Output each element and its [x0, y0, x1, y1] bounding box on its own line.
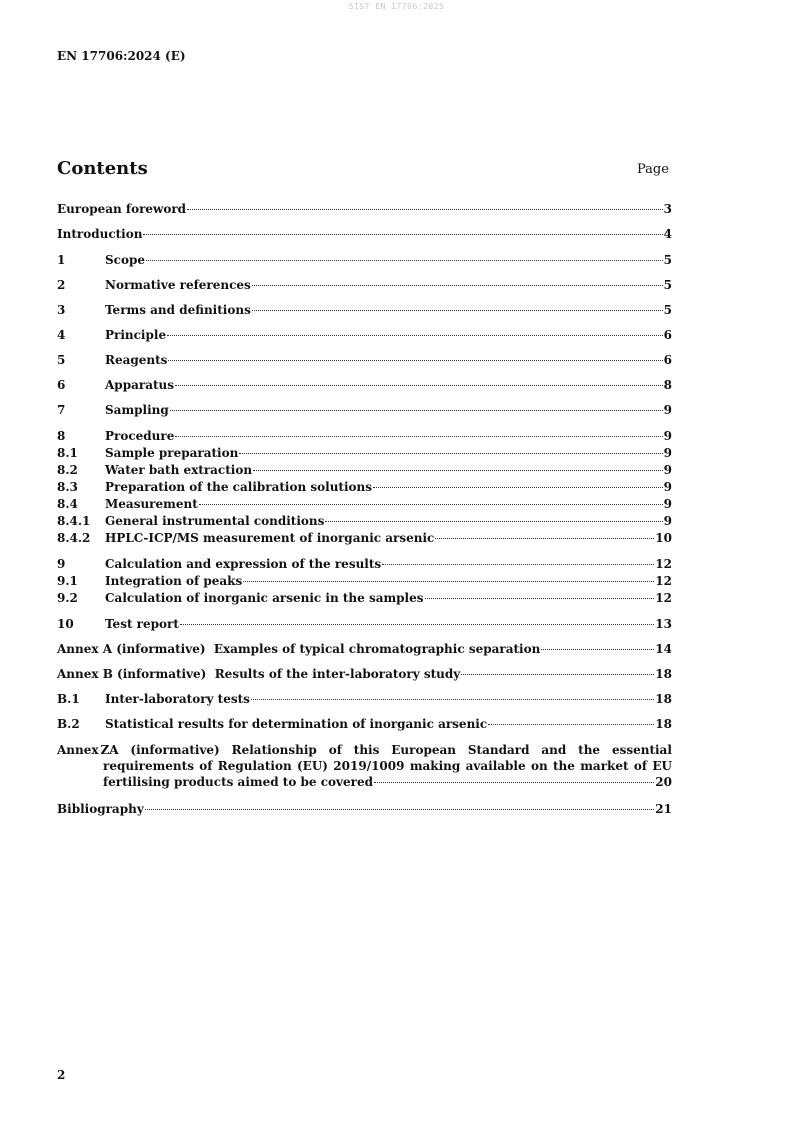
toc-entry[interactable] — [57, 352, 672, 368]
toc-entry-number: 8.3 — [57, 480, 78, 494]
toc-entry[interactable] — [57, 590, 672, 606]
toc-entry-title: European foreword — [57, 202, 187, 216]
toc-entry-title: Bibliography — [57, 802, 144, 816]
toc-entry-page: 18 — [655, 717, 672, 731]
toc-entry-title: fertilising products aimed to be covered — [103, 775, 373, 789]
toc-entry-page: 14 — [655, 642, 672, 656]
word: 2019/1009 — [333, 759, 405, 773]
toc-entry-page: 21 — [655, 802, 672, 816]
toc-entry[interactable] — [57, 201, 672, 217]
toc-entry-page: 9 — [663, 446, 672, 460]
leader-dots — [168, 360, 662, 361]
toc-entry-title: Sampling — [105, 403, 169, 417]
word: the — [553, 759, 575, 773]
toc-entry-number: 8.4 — [57, 497, 78, 511]
annex-za-line-3 — [57, 774, 672, 790]
toc-entry-page: 8 — [663, 378, 672, 392]
toc-entry-title: Water bath extraction — [105, 463, 253, 477]
toc-entry-title: Test report — [105, 617, 179, 631]
word: available — [465, 759, 526, 773]
contents-title: Contents — [57, 158, 148, 179]
toc-entry[interactable] — [57, 530, 672, 546]
leader-dots — [252, 285, 663, 286]
toc-entry[interactable] — [57, 428, 672, 444]
leader-dots — [175, 385, 663, 386]
toc-entry[interactable] — [57, 252, 672, 268]
toc-entry-page: 5 — [663, 303, 672, 317]
leader-dots — [252, 310, 663, 311]
watermark: SIST EN 17706:2025 — [348, 2, 445, 11]
leader-dots — [374, 782, 654, 783]
toc-entry-title: Calculation and expression of the results — [105, 557, 382, 571]
toc-entry[interactable] — [57, 327, 672, 343]
word: Annex — [57, 743, 99, 757]
toc-entry-title: Inter-laboratory tests — [105, 692, 250, 706]
toc-entry-title: Introduction — [57, 227, 143, 241]
toc-entry-title: Terms and definitions — [105, 303, 251, 317]
word: (informative) — [130, 743, 220, 757]
toc-entry-page: 9 — [663, 514, 672, 528]
toc-entry-page: 9 — [663, 497, 672, 511]
toc-entry-title: Measurement — [105, 497, 198, 511]
toc-entry-page: 12 — [655, 591, 672, 605]
leader-dots — [373, 487, 663, 488]
leader-dots — [187, 209, 663, 210]
word: of — [633, 759, 648, 773]
toc-entry-page: 18 — [655, 667, 672, 681]
toc-entry-title: Annex A (informative) Examples of typical chromatographic separation — [57, 642, 541, 656]
toc-entry[interactable] — [57, 302, 672, 318]
toc-entry[interactable] — [57, 691, 672, 707]
toc-entry-page: 9 — [663, 403, 672, 417]
toc-entry-page: 9 — [663, 429, 672, 443]
toc-entry-page: 20 — [655, 775, 672, 789]
word: the — [578, 743, 601, 757]
word: on — [530, 759, 548, 773]
page-number: 2 — [57, 1068, 66, 1082]
toc-entry-number: 4 — [57, 328, 66, 342]
word: EU — [652, 759, 672, 773]
toc-entry-number: 8.1 — [57, 446, 78, 460]
leader-dots — [253, 470, 663, 471]
leader-dots — [325, 521, 662, 522]
toc-entry-title: Apparatus — [105, 378, 174, 392]
leader-dots — [146, 260, 663, 261]
toc-entry-page: 3 — [663, 202, 672, 216]
annex-za-line-2 — [57, 758, 672, 774]
toc-entry-title: Integration of peaks — [105, 574, 243, 588]
toc-entry[interactable] — [57, 277, 672, 293]
toc-entry[interactable] — [57, 479, 672, 495]
toc-entry-title: Normative references — [105, 278, 251, 292]
toc-entry-number: 9.2 — [57, 591, 78, 605]
annex-za-line-1 — [57, 742, 672, 758]
toc-entry-number: 8.4.2 — [57, 531, 91, 545]
toc-entry-number: 8 — [57, 429, 66, 443]
toc-entry-title: General instrumental conditions — [105, 514, 325, 528]
toc-entry[interactable] — [57, 616, 672, 632]
leader-dots — [239, 453, 662, 454]
leader-dots — [175, 436, 662, 437]
leader-dots — [143, 234, 662, 235]
toc-entry-page: 6 — [663, 328, 672, 342]
toc-entry-page: 9 — [663, 480, 672, 494]
leader-dots — [180, 624, 654, 625]
toc-entry[interactable] — [57, 513, 672, 529]
toc-entry[interactable] — [57, 377, 672, 393]
toc-entry-number: B.1 — [57, 692, 80, 706]
toc-entry[interactable] — [57, 716, 672, 732]
word: of — [199, 759, 213, 773]
toc-entry-title: Sample preparation — [105, 446, 239, 460]
leader-dots — [170, 410, 663, 411]
word: and — [541, 743, 567, 757]
toc-entry-number: B.2 — [57, 717, 80, 731]
page-column-label: Page — [637, 162, 669, 177]
leader-dots — [425, 598, 655, 599]
toc-entry[interactable] — [57, 556, 672, 572]
toc-entry-annex-a[interactable] — [57, 641, 672, 657]
word: ZA — [100, 743, 119, 757]
word: requirements — [103, 759, 194, 773]
leader-dots — [199, 504, 663, 505]
toc-entry-number: 9 — [57, 557, 66, 571]
toc-entry-page: 9 — [663, 463, 672, 477]
toc-entry-title: Statistical results for determination of inorganic arsenic — [105, 717, 488, 731]
toc-entry-title: HPLC-ICP/MS measurement of inorganic arsenic — [105, 531, 435, 545]
toc-entry[interactable] — [57, 402, 672, 418]
toc-entry-number: 9.1 — [57, 574, 78, 588]
toc-entry-number: 5 — [57, 353, 66, 367]
toc-entry-title: Preparation of the calibration solutions — [105, 480, 372, 494]
toc-entry-page: 4 — [663, 227, 672, 241]
leader-dots — [435, 538, 654, 539]
word: of — [328, 743, 342, 757]
toc-entry-number: 6 — [57, 378, 66, 392]
toc-entry-title: Reagents — [105, 353, 168, 367]
leader-dots — [243, 581, 654, 582]
toc-entry-number: 8.2 — [57, 463, 78, 477]
toc-entry-page: 18 — [655, 692, 672, 706]
word: essential — [611, 743, 672, 757]
leader-dots — [541, 649, 654, 650]
word: making — [409, 759, 461, 773]
toc-entry-page: 5 — [663, 253, 672, 267]
toc-entry-number: 7 — [57, 403, 66, 417]
word: European — [391, 743, 456, 757]
word: this — [353, 743, 380, 757]
toc-entry-page: 6 — [663, 353, 672, 367]
toc-entry-number: 10 — [57, 617, 74, 631]
document-id: EN 17706:2024 (E) — [57, 49, 186, 63]
toc-entry-bibliography[interactable] — [57, 801, 672, 817]
toc-entry-page: 12 — [655, 557, 672, 571]
toc-entry-page: 5 — [663, 278, 672, 292]
toc-entry[interactable] — [57, 496, 672, 512]
toc-entry-number: 2 — [57, 278, 66, 292]
toc-entry-page: 10 — [655, 531, 672, 545]
word: market — [580, 759, 629, 773]
toc-entry-title: Principle — [105, 328, 167, 342]
leader-dots — [488, 724, 654, 725]
toc-entry-annex-b[interactable] — [57, 666, 672, 682]
word: (EU) — [297, 759, 328, 773]
leader-dots — [461, 674, 654, 675]
toc-entry-title: Procedure — [105, 429, 175, 443]
toc-entry-title: Annex B (informative) Results of the inter-laboratory study — [57, 667, 461, 681]
toc-entry-annex-za[interactable] — [57, 742, 672, 790]
toc-entry-number: 8.4.1 — [57, 514, 91, 528]
toc-entry[interactable] — [57, 573, 672, 589]
toc-entry-number: 3 — [57, 303, 66, 317]
leader-dots — [382, 564, 654, 565]
word: Relationship — [231, 743, 317, 757]
word: Standard — [467, 743, 530, 757]
toc-entry[interactable] — [57, 462, 672, 478]
toc-entry-page: 13 — [655, 617, 672, 631]
leader-dots — [167, 335, 663, 336]
word: Regulation — [217, 759, 292, 773]
toc-entry[interactable] — [57, 445, 672, 461]
toc-entry[interactable] — [57, 226, 672, 242]
leader-dots — [145, 809, 655, 810]
leader-dots — [251, 699, 654, 700]
toc-entry-title: Scope — [105, 253, 146, 267]
toc-entry-number: 1 — [57, 253, 66, 267]
toc-entry-title: Calculation of inorganic arsenic in the samples — [105, 591, 424, 605]
toc-entry-page: 12 — [655, 574, 672, 588]
